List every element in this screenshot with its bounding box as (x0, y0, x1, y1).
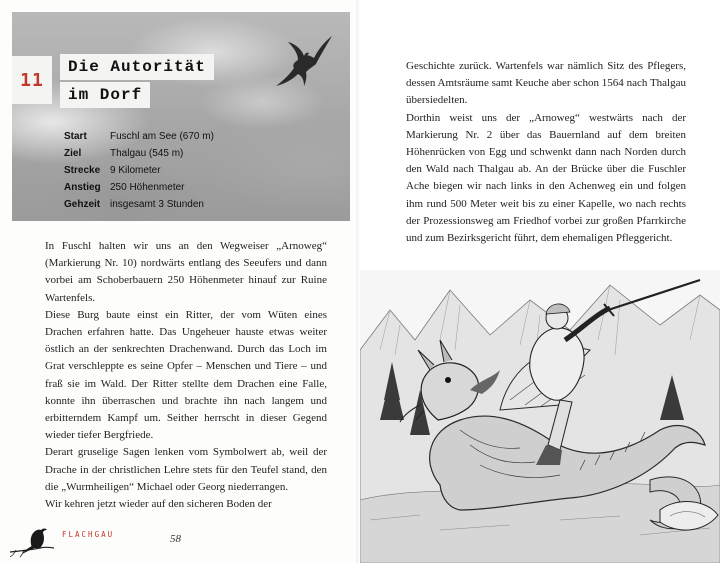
fact-label: Start (64, 131, 87, 142)
fact-label: Gehzeit (64, 199, 101, 210)
chapter-title-line-2: im Dorf (60, 82, 150, 108)
fact-label: Strecke (64, 165, 101, 176)
paragraph: Geschichte zurück. Wartenfels war nämlich Sitz des Pflegers, dessen Amtsräume samt Keuche aber schon 1564 nach Thalgau übersiedelten. (406, 60, 686, 107)
fact-label: Anstieg (64, 182, 101, 193)
region-label: FLACHGAU (62, 530, 115, 539)
route-facts (64, 128, 214, 213)
fact-value: 9 Kilometer (110, 165, 161, 176)
crow-on-branch-icon (10, 518, 54, 558)
fact-row-gehzeit (64, 196, 214, 213)
fact-row-ziel (64, 145, 214, 162)
chapter-number: 11 (12, 56, 52, 104)
bird-of-prey-icon (274, 34, 336, 92)
page-footer (0, 514, 360, 563)
fact-value: 250 Höhenmeter (110, 182, 185, 193)
fact-value: insgesamt 3 Stunden (110, 199, 204, 210)
paragraph: Derart gruselige Sagen lenken vom Symbolwert ab, weil der Drache in der christlichen Lehre stets für den Teufel stand, den die „Wurmheiligen“ Michael oder Georg niederrangen. (45, 446, 327, 493)
fact-value: Thalgau (545 m) (110, 148, 184, 159)
paragraph: Dorthin weist uns der „Arnoweg“ westwärts nach der Markierung Nr. 2 über das Bauernland auf dem breiten Höhenrücken von Egg und schwenkt dann nach Norden durch den Wald nach Thalgau ab. An der Brücke über die Fuschler Ache biegen wir nach links in den Achenweg ein und folgen ihm rund 500 Meter weit bis zu einer Kapelle, wo nach rechts der Prozessionsweg am Friedhof vorbei zur großen Pfarrkirche und zum Bezirksgericht führt, dem ehemaligen Pfleggericht. (406, 111, 686, 245)
left-body-text (45, 238, 327, 513)
chapter-header (12, 12, 350, 221)
chapter-title-line-1: Die Autorität (60, 54, 214, 80)
right-page (360, 0, 720, 563)
paragraph: In Fuschl halten wir uns an den Wegweiser „Arnoweg“ (Markierung Nr. 10) nordwärts entlang des Seeufers und dann vorbei am Schoberbauern 250 Höhenmeter hinauf zur Ruine Wartenfels. (45, 240, 327, 304)
fact-label: Ziel (64, 148, 82, 159)
fact-value: Fuschl am See (670 m) (110, 131, 214, 142)
fact-row-start (64, 128, 214, 145)
page-number: 58 (170, 533, 181, 545)
paragraph: Diese Burg baute einst ein Ritter, der vom Wüten eines Drachen erfahren hatte. Das Ungeheuer hauste etwas weiter östlich an der senkrechten Drachenwand. Durch das Loch im Grat verschleppte es seine Opfer – Menschen und Tiere – und fraß sie im Wald. Der Ritter stellte dem Drachen eine Falle, konnte ihn überraschen und brachte ihn nach langem und erbitterndem Kampf um. Seither herrscht in dieser Gegend wieder tiefer Bergfriede. (45, 308, 327, 442)
fact-row-strecke (64, 162, 214, 179)
fact-row-anstieg (64, 179, 214, 196)
knight-slaying-dragon-illustration (360, 270, 720, 563)
paragraph: Wir kehren jetzt wieder auf den sicheren Boden der (45, 498, 272, 511)
right-body-text (406, 58, 686, 247)
